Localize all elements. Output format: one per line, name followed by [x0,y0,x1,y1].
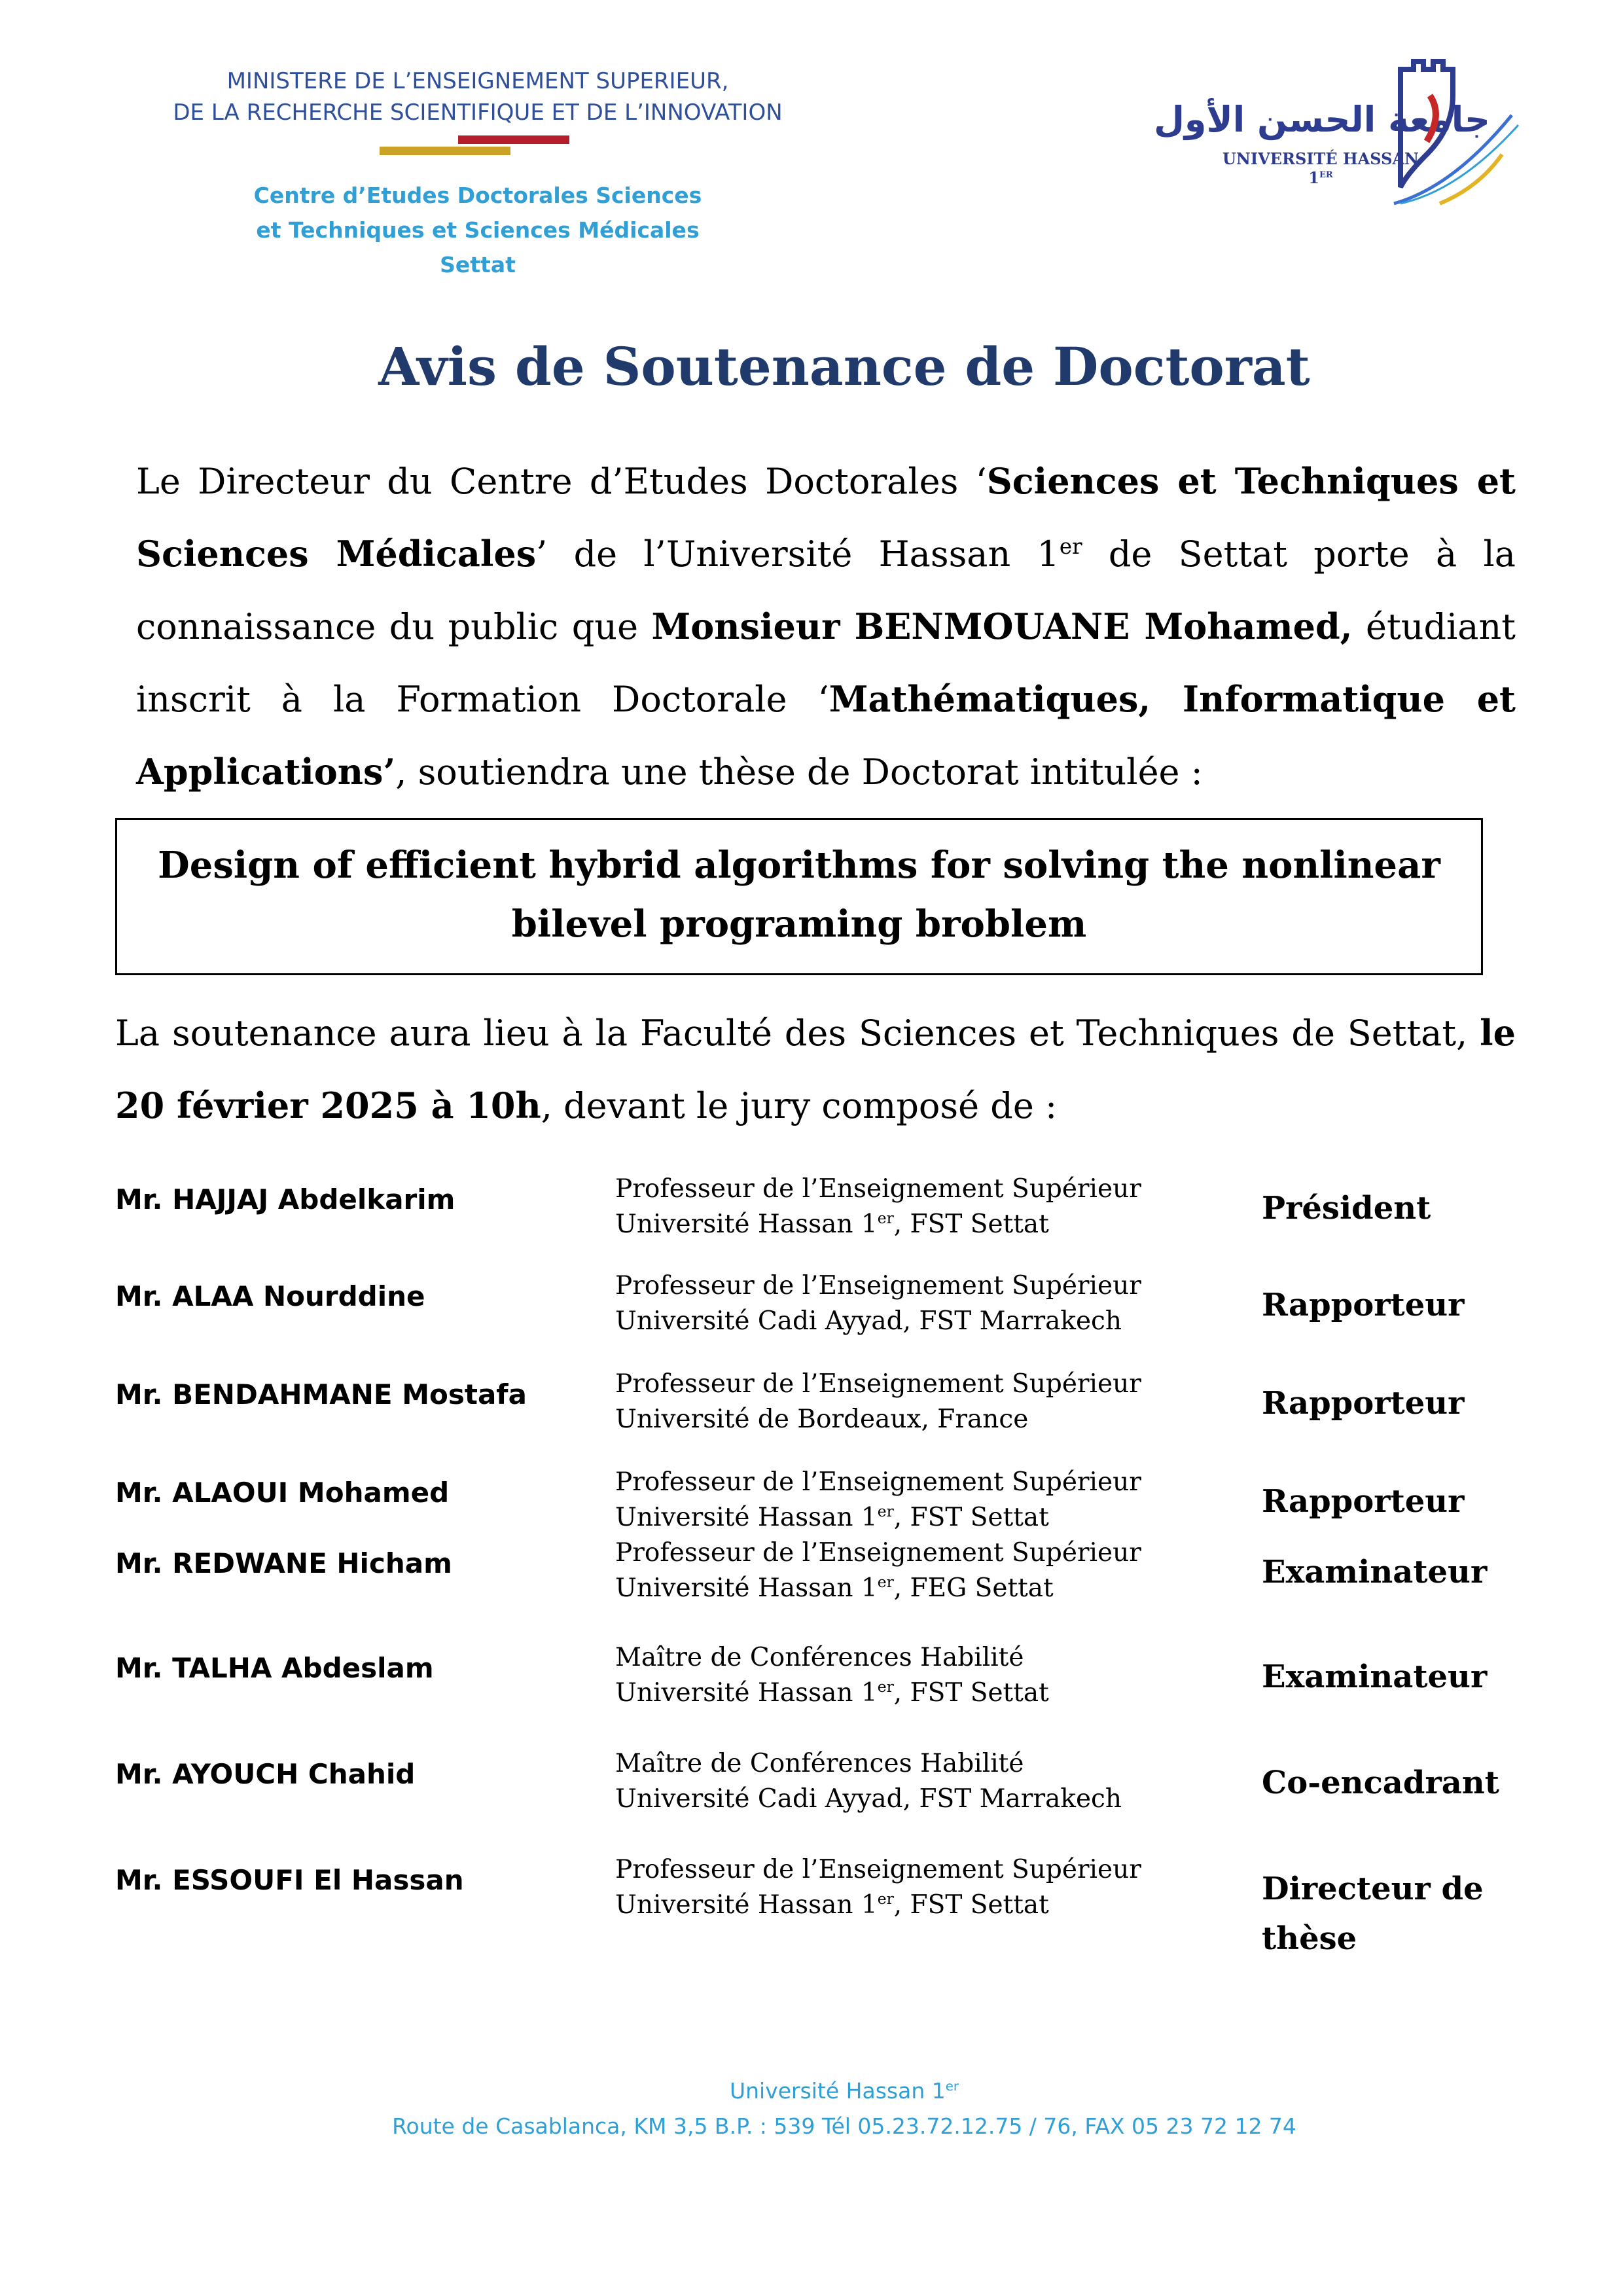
decorative-gold-bar [380,147,510,155]
center-line-1: Centre d’Etudes Doctorales Sciences [253,183,702,208]
logo-label: UNIVERSITÉ HASSAN 1ER [1222,149,1419,187]
jury-member-name: Mr. HAJJAJ Abdelkarim [115,1183,455,1215]
center-line-2: et Techniques et Sciences Médicales [256,217,700,243]
thesis-title-line-2: bilevel programing broblem [511,903,1087,946]
jury-member-affiliation: Professeur de l’Enseignement Supérieur Université Hassan 1er, FST Settat [615,1174,1141,1239]
footer-address: Route de Casablanca, KM 3,5 B.P. : 539 Tél 05.23.72.12.75 / 76, FAX 05 23 72 12 74 [392,2113,1296,2139]
jury-member-role: Rapporteur [1262,1385,1465,1422]
doctoral-center-name [236,178,720,282]
intro-paragraph: Le Directeur du Centre d’Etudes Doctorales ‘Sciences et Techniques et Sciences Médicales’ de l’Université Hassan 1er de Settat porte à la connaissance du public que Monsieur BENMOUANE Mohamed, étudiant inscrit à la Formation Doctorale ‘Mathématiques, Informatique et Applications’, soutiendra une thèse de Doctorat intitulée : [136,460,1516,793]
footer-university: Université Hassan 1er [729,2078,959,2104]
jury-member-role: Rapporteur [1262,1483,1465,1520]
logo-arabic-text: جامعة الحسن الأول [1154,99,1490,140]
ministry-header [105,65,851,128]
jury-member-role: Examinateur [1262,1554,1488,1590]
jury-member-name: Mr. AYOUCH Chahid [115,1758,416,1790]
ministry-line-1: MINISTERE DE L’ENSEIGNEMENT SUPERIEUR, [226,68,729,94]
jury-member-name: Mr. ALAA Nourddine [115,1280,425,1312]
jury-member-role: Co-encadrant [1262,1765,1499,1801]
thesis-title-line-1: Design of efficient hybrid algorithms for solving the nonlinear [158,844,1440,887]
decorative-red-bar [458,135,569,144]
venue-paragraph: La soutenance aura lieu à la Faculté des Sciences et Techniques de Settat, le 20 février 2025 à 10h, devant le jury composé de : [115,1012,1516,1126]
jury-member-name: Mr. ALAOUI Mohamed [115,1477,450,1509]
jury-member-affiliation: Professeur de l’Enseignement Supérieur Université de Bordeaux, France [615,1369,1141,1434]
jury-member-affiliation: Professeur de l’Enseignement Supérieur Université Hassan 1er, FEG Settat [615,1538,1141,1603]
jury-member-name: Mr. ESSOUFI El Hassan [115,1864,464,1896]
jury-member-name: Mr. TALHA Abdeslam [115,1652,434,1684]
center-line-3: Settat [440,252,516,278]
ministry-line-2: DE LA RECHERCHE SCIENTIFIQUE ET DE L’INNOVATION [173,99,783,126]
jury-member-role: Président [1262,1190,1431,1227]
jury-member-name: Mr. REDWANE Hicham [115,1547,452,1579]
jury-member-role: Examinateur [1262,1659,1488,1695]
page-footer [262,2073,1427,2144]
jury-member-affiliation: Professeur de l’Enseignement Supérieur Université Hassan 1er, FST Settat [615,1855,1141,1920]
jury-member-affiliation: Maître de Conférences Habilité Université Cadi Ayyad, FST Marrakech [615,1749,1122,1814]
jury-member-affiliation: Professeur de l’Enseignement Supérieur Université Cadi Ayyad, FST Marrakech [615,1271,1141,1336]
thesis-title-box [115,818,1483,975]
university-logo [1154,56,1525,207]
jury-member-role: Directeur de thèse [1262,1871,1484,1957]
jury-member-affiliation: Maître de Conférences Habilité Université Hassan 1er, FST Settat [615,1643,1049,1708]
jury-member-affiliation: Professeur de l’Enseignement Supérieur Université Hassan 1er, FST Settat [615,1467,1141,1532]
jury-member-role: Rapporteur [1262,1287,1465,1323]
jury-member-name: Mr. BENDAHMANE Mostafa [115,1378,527,1410]
page-title: Avis de Soutenance de Doctorat [378,336,1310,397]
